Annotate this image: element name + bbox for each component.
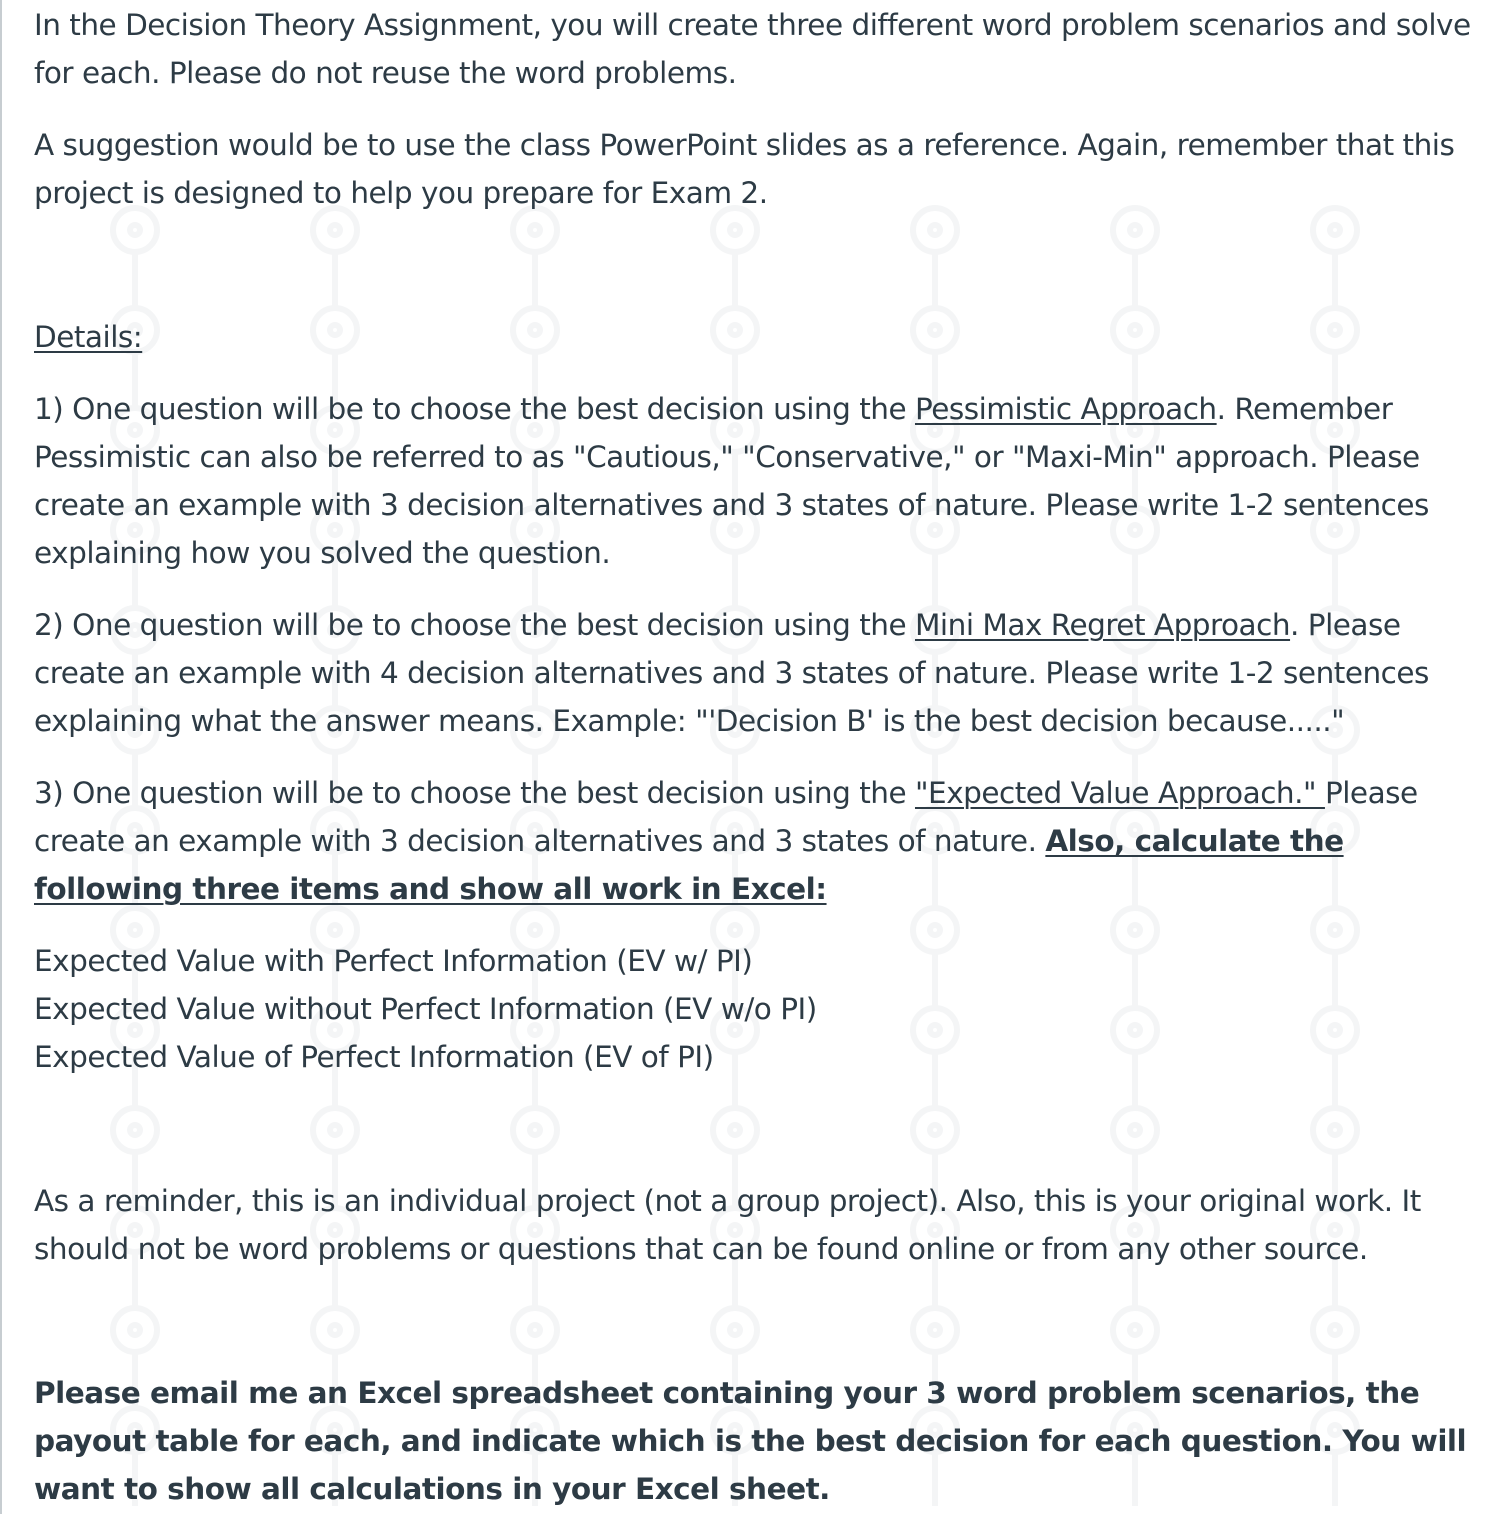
reminder-paragraph: As a reminder, this is an individual project (not a group project). Also, this is your original work. It should not be word problems or questions that can be found online or from any other source. xyxy=(34,1184,1421,1266)
details-heading xyxy=(34,313,1494,361)
detail-item-3 xyxy=(34,769,1494,913)
assignment-description xyxy=(34,0,1494,1513)
detail-item-1-rest: . Remember Pessimistic can also be referred to as "Cautious," "Conservative," or "Maxi-Min" approach. Please create an example with 3 decision alternatives and 3 states of nature. Please write 1-2 sentences explaining how you solved the question. xyxy=(34,392,1429,570)
closing-instructions: Please email me an Excel spreadsheet containing your 3 word problem scenarios, the payout table for each, and indicate which is the best decision for each question. You will want to show all calculations in your Excel sheet. xyxy=(34,1376,1467,1506)
ev-with-pi: Expected Value with Perfect Information (EV w/ PI) xyxy=(34,944,753,978)
details-heading-text: Details: xyxy=(34,320,143,354)
detail-item-3-lead: 3) One question will be to choose the best decision using the xyxy=(34,776,915,810)
ev-without-pi: Expected Value without Perfect Information (EV w/o PI) xyxy=(34,992,817,1026)
detail-item-3-rest: Please create an example with 3 decision alternatives and 3 states of nature. xyxy=(34,776,1418,858)
excel-instruction-emphasis: Also, calculate the following three items and show all work in Excel: xyxy=(34,824,1344,906)
expected-value-term: "Expected Value Approach." xyxy=(914,776,1325,810)
detail-item-2 xyxy=(34,601,1494,745)
left-border xyxy=(0,0,2,1514)
detail-item-2-rest: . Please create an example with 4 decision alternatives and 3 states of nature. Please write 1-2 sentences explaining what the answer means. Example: "'Decision B' is the best decision because....." xyxy=(34,608,1429,738)
intro-paragraph-1: In the Decision Theory Assignment, you will create three different word problem scenarios and solve for each. Please do not reuse the word problems. xyxy=(34,8,1471,90)
pessimistic-approach-term: Pessimistic Approach xyxy=(914,392,1217,426)
ev-of-pi: Expected Value of Perfect Information (EV of PI) xyxy=(34,1040,714,1074)
detail-item-1-lead: 1) One question will be to choose the best decision using the xyxy=(34,392,915,426)
intro-paragraph-2: A suggestion would be to use the class PowerPoint slides as a reference. Again, remember that this project is designed to help you prepare for Exam 2. xyxy=(34,128,1455,210)
mini-max-regret-term: Mini Max Regret Approach xyxy=(914,608,1291,642)
detail-item-2-lead: 2) One question will be to choose the best decision using the xyxy=(34,608,915,642)
detail-item-1 xyxy=(34,385,1494,577)
